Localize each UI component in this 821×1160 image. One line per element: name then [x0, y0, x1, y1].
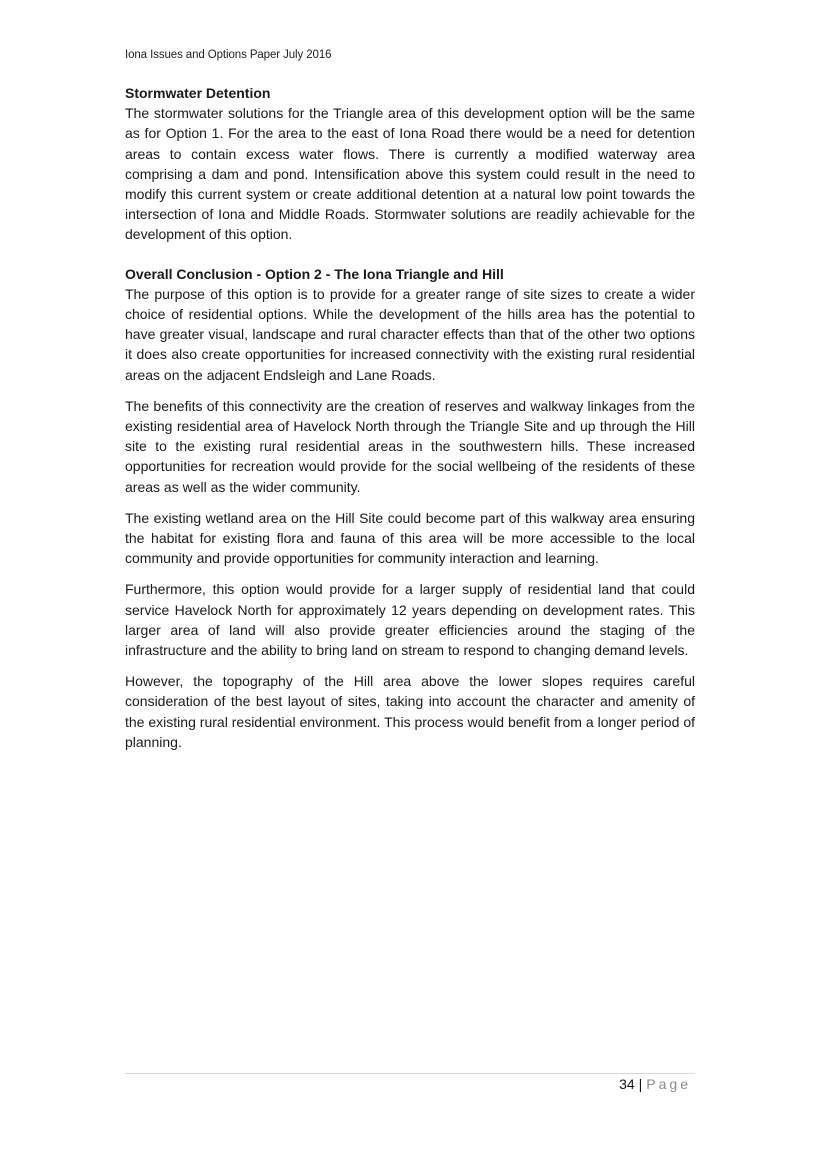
section-overall-conclusion	[125, 264, 695, 752]
page-label: Page	[646, 1076, 691, 1092]
body-paragraph: The benefits of this connectivity are the creation of reserves and walkway linkages from the existing residential area of Havelock North through the Triangle Site and up through the Hill site to the existing rural residential areas in the southwestern hills. These increased opportunities for recreation would provide for the social wellbeing of the residents of these areas as well as the wider community.	[125, 397, 695, 495]
footer-separator: |	[638, 1076, 643, 1092]
running-header: Iona Issues and Options Paper July 2016	[125, 49, 332, 61]
section-heading: Stormwater Detention	[125, 85, 271, 101]
section-stormwater-detention	[125, 83, 695, 245]
body-paragraph: The existing wetland area on the Hill Site could become part of this walkway area ensuring the habitat for existing flora and fauna of this area will be more accessible to the local community and provide opportunities for community interaction and learning.	[125, 509, 695, 567]
page-number: 34	[619, 1076, 635, 1092]
body-paragraph: However, the topography of the Hill area above the lower slopes requires careful consideration of the best layout of sites, taking into account the character and amenity of the existing rural residential environment. This process would benefit from a longer period of planning.	[125, 673, 695, 750]
page-body	[125, 83, 695, 771]
section-heading: Overall Conclusion - Option 2 - The Iona Triangle and Hill	[125, 265, 504, 282]
body-paragraph: Furthermore, this option would provide for a larger supply of residential land that could service Havelock North for approximately 12 years depending on development rates. This larger area of land will also provide greater efficiencies around the staging of the infrastructure and the ability to bring land on stream to respond to changing demand levels.	[125, 581, 695, 659]
body-paragraph: The purpose of this option is to provide for a greater range of site sizes to create a wider choice of residential options. While the development of the hills area has the potential to have greater visual, landscape and rural character effects than that of the other two options it does also create opportunities for increased connectivity with the existing rural residential areas on the adjacent Endsleigh and Lane Roads.	[125, 285, 695, 383]
body-paragraph: The stormwater solutions for the Triangle area of this development option will be the same as for Option 1. For the area to the east of Iona Road there would be a need for detention areas to contain excess water flows. There is currently a modified waterway area comprising a dam and pond. Intensification above this system could result in the need to modify this current system or create additional detention at a natural low point towards the intersection of Iona and Middle Roads. Stormwater solutions are readily achievable for the development of this option.	[125, 105, 695, 243]
page-footer	[619, 1076, 691, 1092]
footer-divider	[125, 1073, 695, 1074]
